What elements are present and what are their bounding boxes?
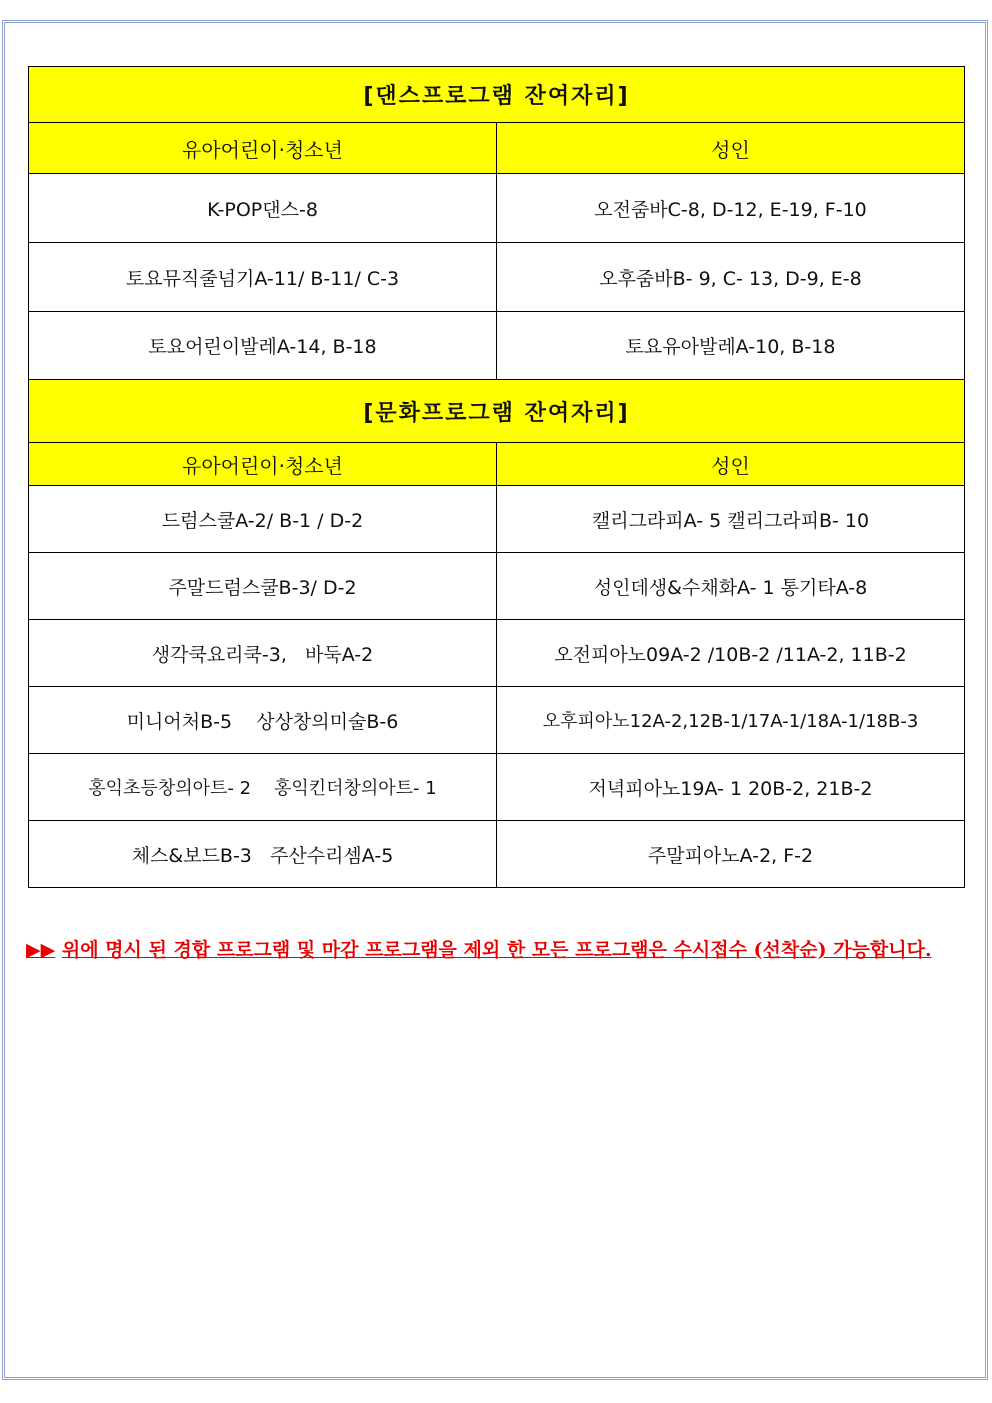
culture-youth-cell: 주말드럼스쿨B-3/ D-2	[29, 553, 497, 620]
dance-adult-cell: 오전줌바C-8, D-12, E-19, F-10	[497, 174, 965, 243]
culture-youth-cell: 미니어처B-5 상상창의미술B-6	[29, 687, 497, 754]
culture-adult-cell: 성인데생&수채화A- 1 통기타A-8	[497, 553, 965, 620]
notice-text: 위에 명시 된 경합 프로그램 및 마감 프로그램을 제외 한 모든 프로그램은 수시접수 (선착순) 가능합니다.	[61, 939, 932, 961]
table-row	[29, 174, 965, 243]
table-row	[29, 620, 965, 687]
registration-notice	[26, 928, 946, 972]
remaining-seats-table	[28, 66, 965, 888]
culture-adult-cell: 주말피아노A-2, F-2	[497, 821, 965, 888]
culture-youth-cell: 드럼스쿨A-2/ B-1 / D-2	[29, 486, 497, 553]
table-row	[29, 754, 965, 821]
culture-header-row	[29, 443, 965, 486]
culture-adult-cell: 오후피아노12A-2,12B-1/17A-1/18A-1/18B-3	[497, 687, 965, 754]
culture-youth-cell: 홍익초등창의아트- 2 홍익킨더창의아트- 1	[29, 754, 497, 821]
table-row	[29, 312, 965, 380]
dance-header-adult: 성인	[497, 123, 965, 174]
dance-header-row	[29, 123, 965, 174]
culture-adult-cell: 오전피아노09A-2 /10B-2 /11A-2, 11B-2	[497, 620, 965, 687]
culture-youth-cell: 체스&보드B-3 주산수리셈A-5	[29, 821, 497, 888]
dance-youth-cell: 토요어린이발레A-14, B-18	[29, 312, 497, 380]
table-row	[29, 553, 965, 620]
table-row	[29, 687, 965, 754]
culture-section-title: [문화프로그램 잔여자리]	[29, 380, 965, 443]
dance-title-row	[29, 67, 965, 123]
culture-header-adult: 성인	[497, 443, 965, 486]
culture-title-row	[29, 380, 965, 443]
dance-section-title: [댄스프로그램 잔여자리]	[29, 67, 965, 123]
dance-header-youth: 유아어린이·청소년	[29, 123, 497, 174]
culture-adult-cell: 캘리그라피A- 5 캘리그라피B- 10	[497, 486, 965, 553]
culture-youth-cell: 생각쿡요리쿡-3, 바둑A-2	[29, 620, 497, 687]
culture-adult-cell: 저녁피아노19A- 1 20B-2, 21B-2	[497, 754, 965, 821]
dance-youth-cell: K-POP댄스-8	[29, 174, 497, 243]
culture-header-youth: 유아어린이·청소년	[29, 443, 497, 486]
table-row	[29, 243, 965, 312]
dance-adult-cell: 토요유아발레A-10, B-18	[497, 312, 965, 380]
dance-adult-cell: 오후줌바B- 9, C- 13, D-9, E-8	[497, 243, 965, 312]
dance-youth-cell: 토요뮤직줄넘기A-11/ B-11/ C-3	[29, 243, 497, 312]
table-row	[29, 486, 965, 553]
table-row	[29, 821, 965, 888]
notice-marker: ▶▶	[26, 939, 56, 961]
